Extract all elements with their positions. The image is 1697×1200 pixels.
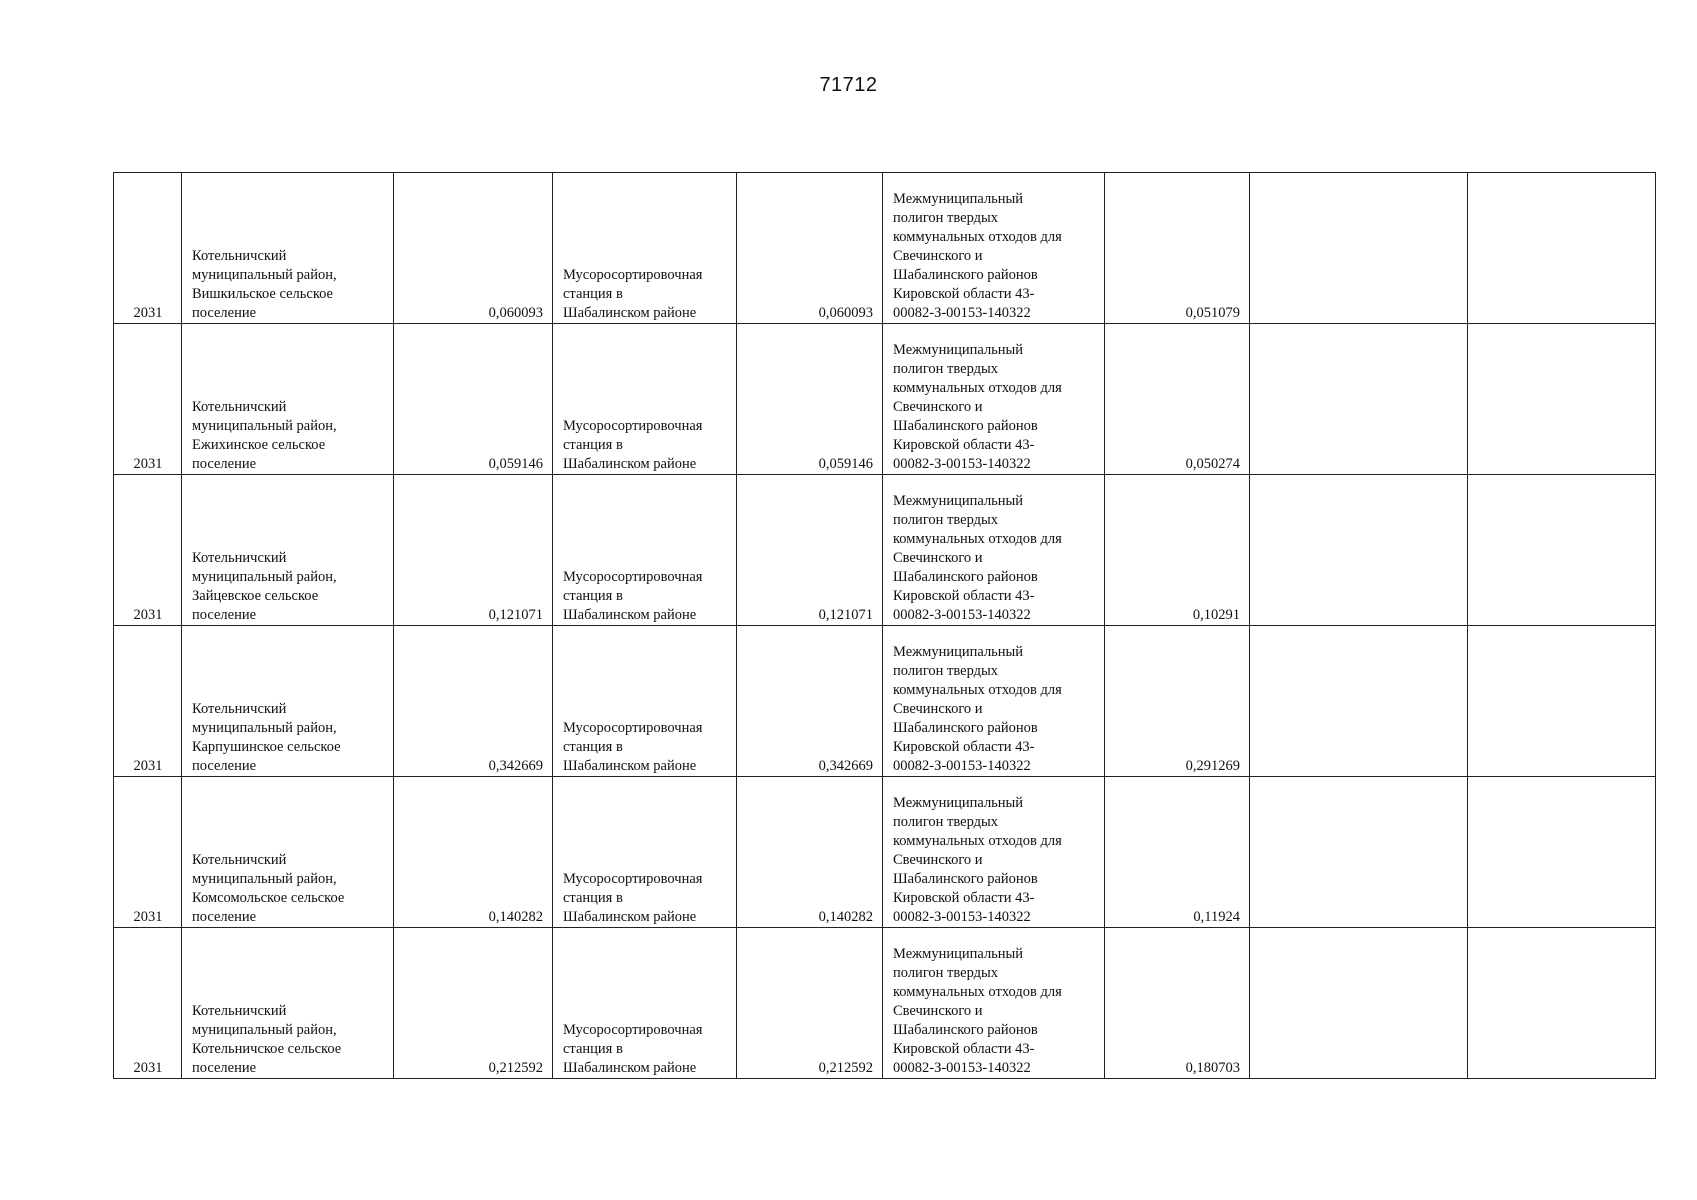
year-cell: 2031 — [114, 626, 182, 777]
facility-cell: Мусоросортировочная станция в Шабалинском районе — [553, 173, 737, 324]
disposal-site-cell: Межмуниципальный полигон твердых коммунальных отходов для Свечинского и Шабалинского районов Кировской области 43- 00082-З-00153-140322 — [883, 777, 1105, 928]
page-number: 71712 — [819, 74, 878, 96]
source-cell: Котельничский муниципальный район, Вишкильское сельское поселение — [182, 173, 394, 324]
empty-cell — [1250, 928, 1468, 1079]
source-cell: Котельничский муниципальный район, Котельничское сельское поселение — [182, 928, 394, 1079]
mass-to-disposal-cell: 0,051079 — [1105, 173, 1250, 324]
facility-cell: Мусоросортировочная станция в Шабалинском районе — [553, 777, 737, 928]
table-row — [114, 475, 1656, 626]
mass-to-disposal-cell: 0,050274 — [1105, 324, 1250, 475]
empty-cell — [1468, 475, 1656, 626]
table-body — [114, 173, 1656, 1079]
empty-cell — [1250, 626, 1468, 777]
mass-to-facility-cell: 0,342669 — [737, 626, 883, 777]
mass-generated-cell: 0,140282 — [394, 777, 553, 928]
mass-to-facility-cell: 0,060093 — [737, 173, 883, 324]
year-cell: 2031 — [114, 173, 182, 324]
mass-to-disposal-cell: 0,11924 — [1105, 777, 1250, 928]
table-row — [114, 777, 1656, 928]
empty-cell — [1468, 173, 1656, 324]
empty-cell — [1250, 475, 1468, 626]
facility-cell: Мусоросортировочная станция в Шабалинском районе — [553, 475, 737, 626]
disposal-site-cell: Межмуниципальный полигон твердых коммунальных отходов для Свечинского и Шабалинского районов Кировской области 43- 00082-З-00153-140322 — [883, 324, 1105, 475]
year-cell: 2031 — [114, 475, 182, 626]
mass-to-facility-cell: 0,059146 — [737, 324, 883, 475]
source-cell: Котельничский муниципальный район, Ежихинское сельское поселение — [182, 324, 394, 475]
mass-generated-cell: 0,121071 — [394, 475, 553, 626]
facility-cell: Мусоросортировочная станция в Шабалинском районе — [553, 626, 737, 777]
empty-cell — [1468, 324, 1656, 475]
mass-to-disposal-cell: 0,10291 — [1105, 475, 1250, 626]
empty-cell — [1468, 928, 1656, 1079]
mass-to-disposal-cell: 0,180703 — [1105, 928, 1250, 1079]
empty-cell — [1468, 626, 1656, 777]
source-cell: Котельничский муниципальный район, Зайцевское сельское поселение — [182, 475, 394, 626]
waste-flow-table — [113, 172, 1656, 1079]
disposal-site-cell: Межмуниципальный полигон твердых коммунальных отходов для Свечинского и Шабалинского районов Кировской области 43- 00082-З-00153-140322 — [883, 928, 1105, 1079]
disposal-site-cell: Межмуниципальный полигон твердых коммунальных отходов для Свечинского и Шабалинского районов Кировской области 43- 00082-З-00153-140322 — [883, 626, 1105, 777]
source-cell: Котельничский муниципальный район, Комсомольское сельское поселение — [182, 777, 394, 928]
mass-to-facility-cell: 0,140282 — [737, 777, 883, 928]
mass-generated-cell: 0,342669 — [394, 626, 553, 777]
empty-cell — [1250, 777, 1468, 928]
disposal-site-cell: Межмуниципальный полигон твердых коммунальных отходов для Свечинского и Шабалинского районов Кировской области 43- 00082-З-00153-140322 — [883, 173, 1105, 324]
source-cell: Котельничский муниципальный район, Карпушинское сельское поселение — [182, 626, 394, 777]
mass-generated-cell: 0,212592 — [394, 928, 553, 1079]
table-row — [114, 928, 1656, 1079]
facility-cell: Мусоросортировочная станция в Шабалинском районе — [553, 928, 737, 1079]
empty-cell — [1250, 173, 1468, 324]
table-row — [114, 626, 1656, 777]
table-row — [114, 173, 1656, 324]
mass-to-disposal-cell: 0,291269 — [1105, 626, 1250, 777]
mass-to-facility-cell: 0,121071 — [737, 475, 883, 626]
disposal-site-cell: Межмуниципальный полигон твердых коммунальных отходов для Свечинского и Шабалинского районов Кировской области 43- 00082-З-00153-140322 — [883, 475, 1105, 626]
empty-cell — [1250, 324, 1468, 475]
year-cell: 2031 — [114, 777, 182, 928]
empty-cell — [1468, 777, 1656, 928]
mass-generated-cell: 0,059146 — [394, 324, 553, 475]
table-row — [114, 324, 1656, 475]
year-cell: 2031 — [114, 928, 182, 1079]
year-cell: 2031 — [114, 324, 182, 475]
mass-generated-cell: 0,060093 — [394, 173, 553, 324]
facility-cell: Мусоросортировочная станция в Шабалинском районе — [553, 324, 737, 475]
mass-to-facility-cell: 0,212592 — [737, 928, 883, 1079]
